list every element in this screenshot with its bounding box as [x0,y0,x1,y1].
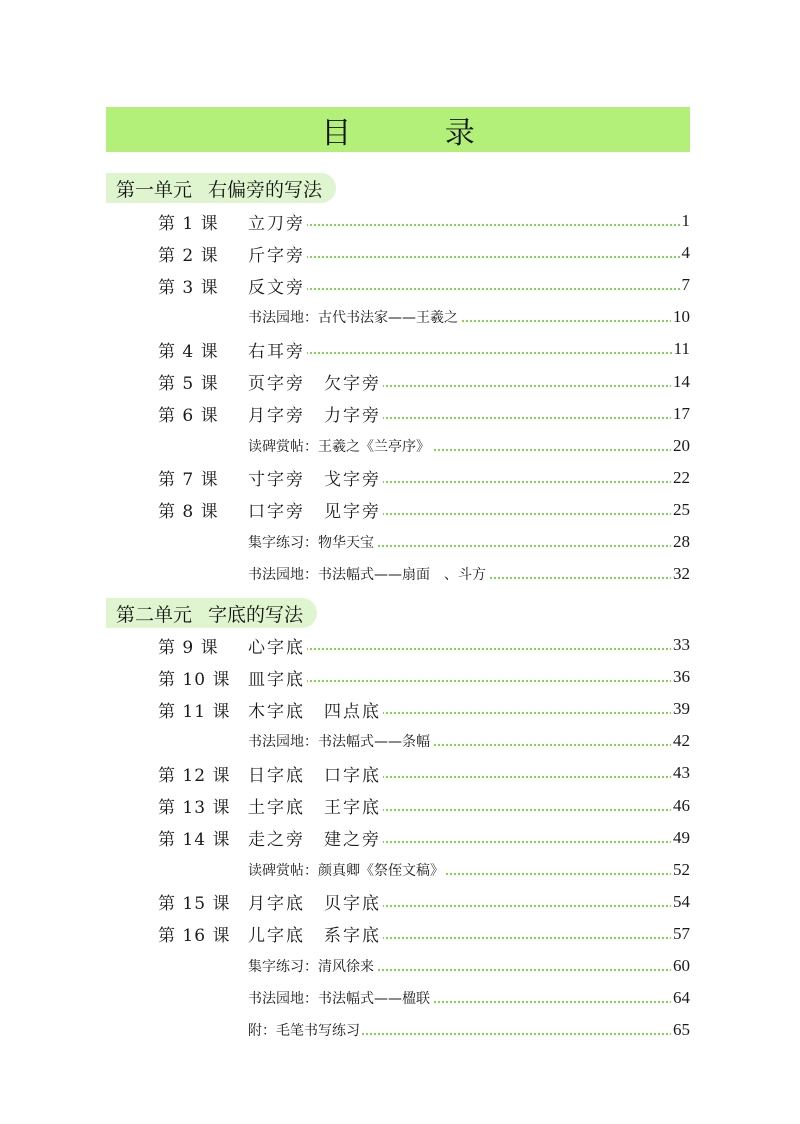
entry-title: 日字底 口字底 [248,761,383,786]
lesson-number: 第 10 课 [158,669,231,690]
page-number: 43 [673,763,690,783]
lesson-number: 第 13 课 [158,798,231,818]
dot-leader [250,288,680,290]
lesson-number: 第 16 课 [158,926,231,947]
page-number: 39 [673,699,690,719]
toc-lesson-entry[interactable] [0,206,800,236]
entry-title: 口字旁 见字旁 [248,497,383,522]
lesson-number: 第 9 课 [158,637,219,658]
unit-subtitle: 右偏旁的写法 [208,178,323,201]
dot-leader [250,224,680,226]
page-number: 36 [673,667,690,687]
page-number: 11 [673,339,690,359]
entry-title: 读碑赏帖：王羲之《兰亭序》 [248,436,432,456]
page-number: 33 [673,635,690,654]
toc-title-bar [106,107,690,152]
page-number: 4 [681,243,690,263]
entry-title: 走之旁 建之旁 [248,825,383,850]
entry-title: 集字练习：物华天宝 [248,532,376,552]
page-number: 57 [673,923,690,943]
toc-lesson-entry[interactable] [0,463,800,493]
entry-title: 右耳旁 [248,337,307,362]
toc-subentry[interactable] [0,726,800,756]
toc-subentry[interactable] [0,559,800,589]
page-number: 14 [673,371,690,391]
toc-lesson-entry[interactable] [0,367,800,397]
lesson-number: 第 4 课 [158,341,219,362]
lesson-number: 第 3 课 [158,277,219,298]
entry-title: 书法园地：书法幅式——楹联 [248,988,432,1008]
toc-subentry[interactable] [0,983,800,1013]
unit-name: 第二单元 [116,603,193,626]
lesson-number: 第 6 课 [158,406,219,427]
page-number: 32 [673,564,690,584]
page-number: 46 [673,795,690,815]
entry-title: 心字底 [248,633,307,658]
dot-leader [250,352,680,354]
page-number: 49 [673,827,690,847]
lesson-number: 第 11 课 [158,701,231,722]
entry-title: 书法园地：书法幅式——扇面 、斗方 [248,564,488,584]
page-number: 52 [673,859,690,879]
toc-lesson-entry[interactable] [0,495,800,525]
entry-title: 读碑赏帖：颜真卿《祭侄文稿》 [248,860,446,880]
entry-title: 页字旁 欠字旁 [248,369,383,394]
toc-subentry[interactable] [0,431,800,461]
dot-leader [250,680,680,682]
toc-lesson-entry[interactable] [0,399,800,429]
entry-title: 反文旁 [248,273,307,298]
entry-title: 月字底 贝字底 [248,889,383,914]
page-number: 64 [673,988,690,1008]
page-number: 7 [681,275,690,295]
dot-leader [250,648,680,650]
page-number: 17 [673,403,690,423]
toc-lesson-entry[interactable] [0,662,800,692]
toc-lesson-entry[interactable] [0,694,800,724]
unit-heading [106,173,336,203]
page-title: 目 录 [321,115,517,151]
toc-lesson-entry[interactable] [0,758,800,788]
page-number: 54 [673,891,690,911]
page-number: 65 [673,1020,690,1040]
toc-lesson-entry[interactable] [0,238,800,268]
lesson-number: 第 12 课 [158,765,231,786]
toc-lesson-entry[interactable] [0,791,800,821]
entry-title: 立刀旁 [248,209,307,234]
lesson-number: 第 14 课 [158,830,231,851]
unit-name: 第一单元 [116,178,193,201]
entry-title: 木字底 四点底 [248,697,383,722]
lesson-number: 第 2 课 [158,245,219,266]
toc-lesson-entry[interactable] [0,270,800,300]
entry-title: 寸字旁 戈字旁 [248,465,383,490]
entry-title: 集字练习：清风徐来 [248,956,376,976]
toc-lesson-entry[interactable] [0,630,800,660]
toc-lesson-entry[interactable] [0,887,800,917]
unit-heading [106,598,317,628]
dot-leader [250,256,680,258]
page-number: 10 [673,307,690,327]
page-number: 60 [673,956,690,975]
lesson-number: 第 7 课 [158,470,219,491]
toc-subentry[interactable] [0,951,800,981]
toc-subentry[interactable] [0,855,800,885]
toc-subentry[interactable] [0,302,800,332]
page-number: 25 [673,499,690,519]
entry-title: 附：毛笔书写练习 [248,1020,362,1040]
page-number: 28 [673,532,690,551]
lesson-number: 第 15 课 [158,894,231,915]
page-number: 1 [681,211,690,230]
page-number: 22 [673,467,690,487]
page-number: 42 [673,731,690,751]
lesson-number: 第 5 课 [158,374,219,394]
entry-title: 书法园地：书法幅式——条幅 [248,731,432,751]
lesson-number: 第 8 课 [158,502,219,523]
unit-subtitle: 字底的写法 [208,603,304,626]
toc-lesson-entry[interactable] [0,823,800,853]
entry-title: 月字旁 力字旁 [248,401,383,426]
toc-lesson-entry[interactable] [0,334,800,364]
entry-title: 书法园地：古代书法家——王羲之 [248,307,460,327]
entry-title: 斤字旁 [248,241,307,266]
toc-lesson-entry[interactable] [0,919,800,949]
entry-title: 皿字底 [248,665,307,690]
entry-title: 儿字底 系字底 [248,921,383,946]
toc-subentry[interactable] [0,1015,800,1045]
page-number: 20 [673,435,690,455]
entry-title: 土字底 王字底 [248,793,383,818]
toc-subentry[interactable] [0,527,800,557]
lesson-number: 第 1 课 [158,213,219,234]
